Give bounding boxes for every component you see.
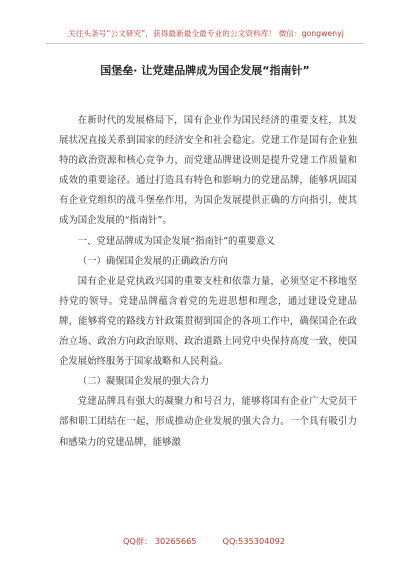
subsection-heading: （一）确保国企发展的正确政治方向 — [77, 255, 228, 267]
header-divider — [46, 43, 364, 44]
paragraph: 党建品牌具有强大的凝聚力和号召力，能够将国有企业广大党员干部和职工团结在一起，形成推动企业发展的强大合力。一个具有吸引力和感染力的党建品牌，能够激 — [59, 396, 357, 448]
document-body — [59, 111, 357, 453]
header-banner: 关注头条号“公文研究”，获得最新最全最专业的公文资料库！ 微信：gongwenyj — [68, 29, 344, 38]
paragraph-intro: 在新时代的发展格局下，国有企业作为国民经济的重要支柱，其发展状况直接关系到国家的经济安全和社会稳定。党建工作是国有企业独特的政治资源和核心竞争力，而党建品牌建设则是提升党建工作质量和成效的重要途径。通过打造具有特色和影响力的党建品牌，能够巩固国有企业党组织的战斗堡垒作用，为国企发展提供正确的方向指引，使其成为国企发展的“指南针”。 — [59, 115, 357, 227]
footer-qq-number: QQ:535304092 — [222, 536, 286, 546]
document-title: 国堡垒· 让党建品牌成为国企发展“指南针” — [100, 64, 310, 77]
section-heading: 一、党建品牌成为国企发展“指南针”的重要意义 — [77, 235, 275, 247]
subsection-heading: （二）凝聚国企发展的强大合力 — [77, 376, 210, 388]
paragraph: 国有企业是党执政兴国的重要支柱和依靠力量，必须坚定不移地坚持党的领导。党建品牌蕴含着党的先进思想和理念，通过建设党建品牌，能够将党的路线方针政策贯彻到国企的各项工作中，确保国企在政治立场、政治方向政治原则、政治道路上同党中央保持高度一致，使国企发展始终服务于国家战略和人民利益。 — [59, 275, 357, 368]
footer-contact — [0, 536, 408, 547]
footer-qq-group: QQ群： 30265665 — [122, 536, 197, 546]
